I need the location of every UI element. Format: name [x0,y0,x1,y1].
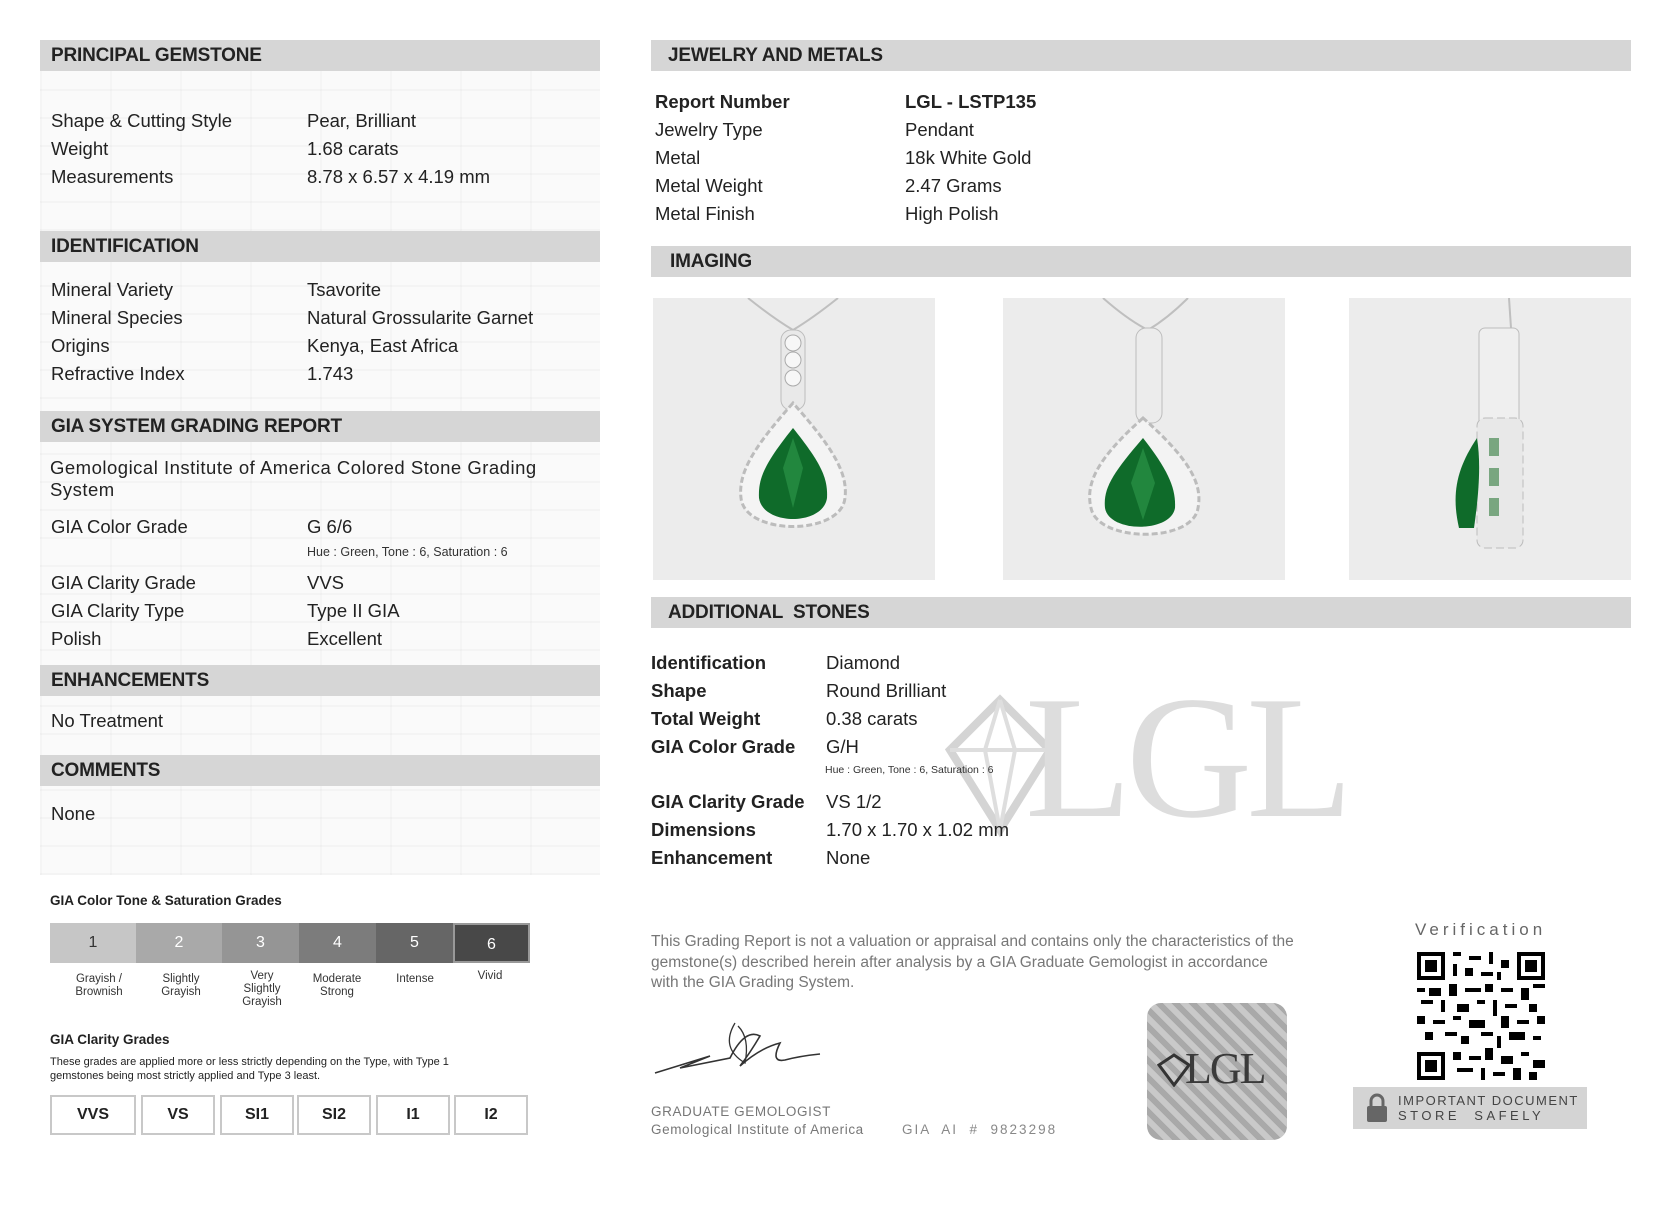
row-value: G 6/6 [307,516,353,537]
principal-gemstone-header: PRINCIPAL GEMSTONE [40,40,600,71]
row-label: GIA Color Grade [651,736,796,757]
tone-label-line: Grayish [161,986,201,998]
tone-label-line: Intense [396,973,434,985]
row-label: Enhancement [651,847,773,868]
verification-label: Verification [1415,920,1547,939]
lock-icon [1365,1093,1389,1123]
tone-label-line: Brownish [75,986,123,998]
clarity-grade-vs: VS [141,1095,215,1135]
imaging-header: IMAGING [651,246,1631,277]
row-label: Polish [51,628,102,649]
gia-id: GIA AI # 9823298 [902,1122,1058,1137]
clarity-grade-si1: SI1 [220,1095,294,1135]
clarity-grade-si2: SI2 [297,1095,371,1135]
row-value: Diamond [826,652,901,673]
row-value: Excellent [307,628,383,649]
row-value: 1.70 x 1.70 x 1.02 mm [826,819,1010,840]
verification-qr-code[interactable] [1417,952,1545,1080]
clarity-grade-vvs: VVS [50,1095,136,1135]
row-value: 1.743 [307,363,354,384]
row-label: Refractive Index [51,363,185,384]
row-value: Tsavorite [307,279,382,300]
tone-scale-title: GIA Color Tone & Saturation Grades [50,893,282,908]
tone-label-1 [62,973,136,999]
row-value: Type II GIA [307,600,400,621]
row-label: Measurements [51,166,174,187]
clarity-scale-title: GIA Clarity Grades [50,1032,170,1047]
tone-label-line: Very [250,970,274,982]
row-value: Natural Grossularite Garnet [307,307,534,328]
row-label: Mineral Variety [51,279,174,300]
tone-label-2 [144,973,218,999]
important-document-badge [1353,1087,1587,1129]
comments-value: None [51,803,96,824]
tone-label-3 [225,970,299,1009]
row-label: Shape & Cutting Style [51,110,232,131]
additional-hue-note: Hue : Green, Tone : 6, Saturation : 6 [825,764,994,776]
pendant-photo-angle [1003,298,1285,580]
row-label: Jewelry Type [655,119,763,140]
row-label: Dimensions [651,819,756,840]
clarity-scale-note: These grades are applied more or less strictly depending on the Type, with Type 1 gemstones being most strictly applied and Type 3 least. [50,1056,449,1082]
jewelry-metals-header: JEWELRY AND METALS [651,40,1631,71]
tone-label-line: Vivid [477,970,503,982]
row-label: Weight [51,138,109,159]
tone-label-line: Slightly [243,983,281,995]
tone-level-2: 2 [136,923,222,963]
row-label: Metal Weight [655,175,763,196]
identification-header: IDENTIFICATION [40,231,600,262]
row-label: Identification [651,652,767,673]
tone-label-5 [378,973,452,986]
tone-level-4: 4 [299,923,376,963]
tone-label-line: Slightly [162,973,200,985]
important-line2: STORE SAFELY [1398,1108,1545,1123]
hologram-diamond-icon [1157,1053,1191,1087]
lgl-watermark-text: LGL [1025,660,1348,854]
tone-level-1: 1 [50,923,136,963]
row-value: High Polish [905,203,999,224]
row-label: Origins [51,335,110,356]
clarity-grade-i2: I2 [454,1095,528,1135]
tone-label-4 [300,973,374,999]
lgl-hologram-seal [1147,1003,1287,1140]
tone-level-5: 5 [376,923,453,963]
hologram-logo-text: LGL [1185,1044,1265,1093]
tone-label-line: Grayish / [75,973,122,985]
signature-title: GRADUATE GEMOLOGIST [651,1104,831,1119]
pendant-photo-front [653,298,935,580]
row-label: Metal [655,147,701,168]
row-value: VS 1/2 [826,791,882,812]
row-value: Pear, Brilliant [307,110,416,131]
row-value: 2.47 Grams [905,175,1002,196]
row-value: None [826,847,871,868]
signature-icon [650,1018,825,1088]
qr-code-icon [1417,952,1545,1080]
enhancements-header: ENHANCEMENTS [40,665,600,696]
row-label: GIA Clarity Type [51,600,185,621]
additional-stones-header: ADDITIONAL STONES [651,597,1631,628]
enhancements-value: No Treatment [51,710,164,731]
important-line1: IMPORTANT DOCUMENT [1398,1093,1579,1108]
gia-report-intro: Gemological Institute of America Colored Stone Grading System [50,457,537,500]
pendant-photo-side [1349,298,1631,580]
tone-label-6 [453,970,527,983]
row-label: GIA Clarity Grade [651,791,805,812]
row-value: 18k White Gold [905,147,1032,168]
gia-hue-note: Hue : Green, Tone : 6, Saturation : 6 [307,545,508,559]
row-label: Mineral Species [51,307,183,328]
row-value: Round Brilliant [826,680,947,701]
tone-label-line: Strong [320,986,354,998]
grading-disclaimer: This Grading Report is not a valuation or appraisal and contains only the characteristics of the gemstone(s) described herein after analysis by a GIA Graduate Gemologist in accordance with the GIA Grading System. [651,933,1294,991]
row-value: G/H [826,736,859,757]
pendant-side-icon [1349,298,1631,580]
signature-org: Gemological Institute of America [651,1122,864,1137]
row-label: GIA Clarity Grade [51,572,196,593]
gia-grading-report-header: GIA SYSTEM GRADING REPORT [40,411,600,442]
clarity-grade-i1: I1 [376,1095,450,1135]
row-label: GIA Color Grade [51,516,188,537]
tone-label-line: Grayish [242,996,282,1008]
row-label: Report Number [655,91,790,112]
row-value: VVS [307,572,345,593]
row-value: 8.78 x 6.57 x 4.19 mm [307,166,491,187]
tone-level-6: 6 [453,923,530,963]
row-value: 0.38 carats [826,708,918,729]
row-value: 1.68 carats [307,138,399,159]
row-label: Shape [651,680,707,701]
tone-level-3: 3 [222,923,299,963]
row-label: Total Weight [651,708,761,729]
tone-label-line: Moderate [312,973,362,985]
comments-header: COMMENTS [40,755,600,786]
row-value: Kenya, East Africa [307,335,459,356]
row-label: Metal Finish [655,203,755,224]
pendant-front-icon [653,298,935,580]
pendant-angle-icon [1003,298,1285,580]
row-value: Pendant [905,119,974,140]
report-number: LGL - LSTP135 [905,91,1037,112]
